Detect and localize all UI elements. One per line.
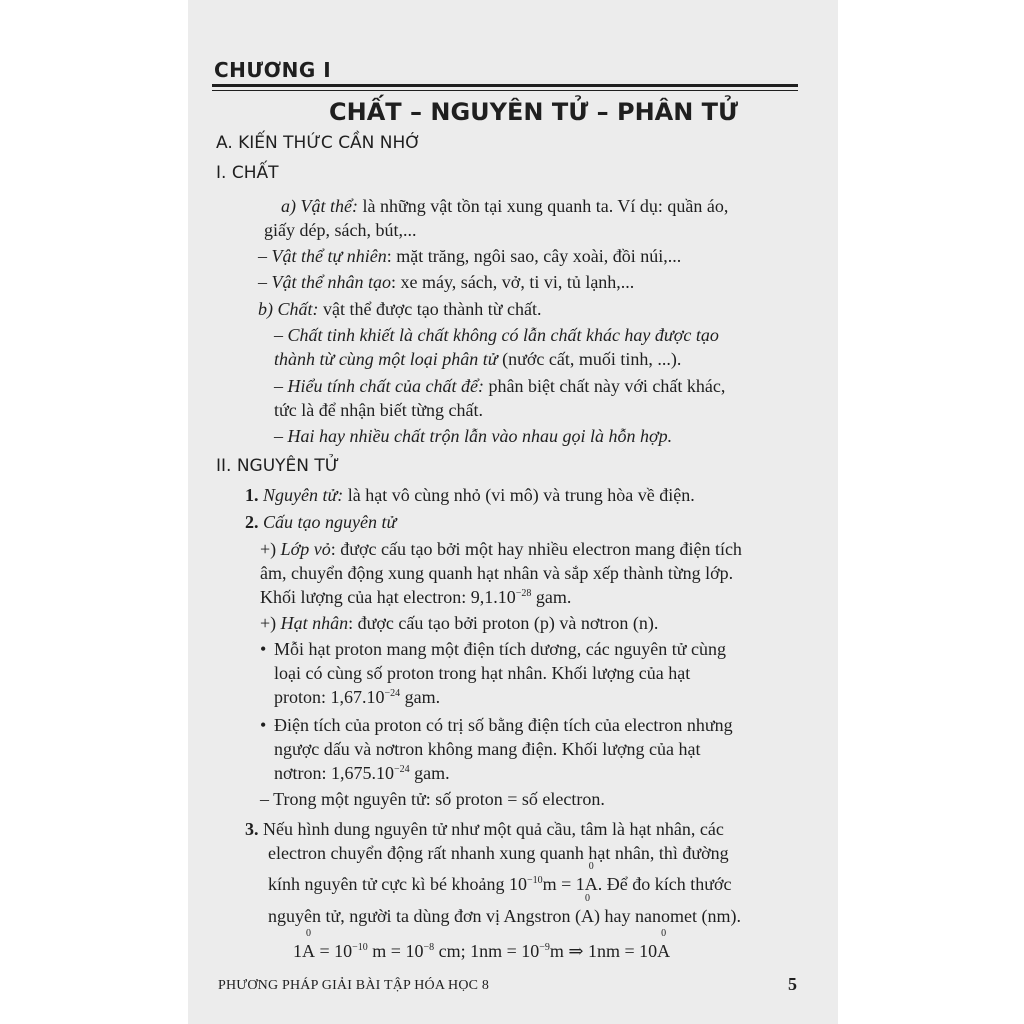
formula-part-c: m = 10 xyxy=(367,941,424,961)
artificial-objects xyxy=(258,272,634,293)
charge-line-3 xyxy=(274,763,450,784)
nucleus-label: Hạt nhân xyxy=(280,613,349,633)
formula-exponent-2: −8 xyxy=(423,942,435,953)
neutron-mass-text: nơtron: 1,675.10 xyxy=(274,763,395,783)
chat-label: b) Chất: xyxy=(258,299,319,319)
formula-part-b: = 10 xyxy=(315,941,353,961)
charge-line-2: ngược dấu và nơtron không mang điện. Khối lượng của hạt xyxy=(274,739,701,759)
formula-part-e: m ⇒ 1nm = 10 xyxy=(549,941,658,961)
proton-line-2: loại có cùng số proton trong hạt nhân. Khối lượng của hạt xyxy=(274,663,691,683)
atom-size-text-3b: m = 1 xyxy=(542,874,585,894)
structure-label: Cấu tạo nguyên tử xyxy=(263,512,397,532)
artificial-text: : xe máy, sách, vở, ti vi, tủ lạnh,... xyxy=(391,272,635,292)
shell-line-3 xyxy=(260,587,571,608)
item-2-number: 2. xyxy=(245,512,259,532)
pure-substance-example: (nước cất, muối tinh, ...). xyxy=(497,349,682,369)
vat-the-text: là những vật tồn tại xung quanh ta. Ví dụ: quần áo, xyxy=(357,196,729,216)
shell-label: Lớp vỏ xyxy=(280,539,331,559)
shell-text: : được cấu tạo bởi một hay nhiều electron mang điện tích xyxy=(330,539,742,559)
natural-objects xyxy=(258,246,681,267)
nucleus-line xyxy=(260,613,658,634)
formula-part-d: cm; 1nm = 10 xyxy=(434,941,540,961)
formula-one: 1 xyxy=(293,941,302,961)
proton-line-3 xyxy=(274,687,440,708)
proton-mass-unit: gam. xyxy=(400,687,441,707)
vat-the-line-1 xyxy=(281,196,728,217)
proton-electron-equality: – Trong một nguyên tử: số proton = số electron. xyxy=(260,789,605,809)
atom-size-line-3 xyxy=(268,861,732,895)
nucleus-prefix: +) xyxy=(260,613,281,633)
atom-label: Nguyên tử: xyxy=(263,485,344,505)
item-3-number: 3. xyxy=(245,819,259,839)
proton-line-1: Mỗi hạt proton mang một điện tích dương, các nguyên tử cùng xyxy=(274,639,726,659)
properties-label: – Hiểu tính chất của chất để: xyxy=(274,376,484,396)
angstrom-ring: 0 xyxy=(661,928,667,939)
artificial-label: – Vật thể nhân tạo xyxy=(258,272,391,292)
neutron-mass-exponent: −24 xyxy=(394,764,410,775)
natural-text: : mặt trăng, ngôi sao, cây xoài, đồi núi,... xyxy=(386,246,682,266)
atom-size-text-1: Nếu hình dung nguyên tử như một quả cầu, tâm là hạt nhân, các xyxy=(263,819,724,839)
angstrom-symbol xyxy=(302,928,315,962)
angstrom-letter: A xyxy=(581,906,595,926)
bullet-dot-1: • xyxy=(260,639,267,659)
vat-the-label: a) Vật thể: xyxy=(281,196,358,216)
formula-exponent-3: −9 xyxy=(539,942,550,953)
footer-book-title: PHƯƠNG PHÁP GIẢI BÀI TẬP HÓA HỌC 8 xyxy=(218,978,490,993)
atom-size-text-4a: nguyên tử, người ta dùng đơn vị Angstron ( xyxy=(268,906,582,926)
formula-exponent-1: −10 xyxy=(352,942,368,953)
chapter-label: CHƯƠNG I xyxy=(214,58,332,82)
atom-size-exponent: −10 xyxy=(526,875,543,886)
part1-heading: I. CHẤT xyxy=(216,163,279,183)
atom-size-text-4b: ) hay nanomet (nm). xyxy=(594,906,741,926)
angstrom-letter: A xyxy=(584,874,598,894)
mixture-word: hỗn hợp. xyxy=(608,426,673,446)
electron-mass-unit: gam. xyxy=(531,587,572,607)
item-1-number: 1. xyxy=(245,485,259,505)
pure-substance-italic: thành từ cùng một loại phân tử xyxy=(274,349,498,369)
chapter-rule-thin xyxy=(212,90,798,91)
shell-line-1 xyxy=(260,539,742,560)
section-a-heading: A. KIẾN THỨC CẦN NHỚ xyxy=(216,133,421,153)
proton-mass-exponent: −24 xyxy=(384,688,401,699)
chapter-rule-thick xyxy=(212,84,798,87)
properties-line-2: tức là để nhận biết từng chất. xyxy=(274,400,483,420)
angstrom-ring: 0 xyxy=(306,928,311,939)
page-number: 5 xyxy=(788,974,797,994)
atom-size-line-2: electron chuyển động rất nhanh xung quanh hạt nhân, thì đường xyxy=(268,843,729,863)
angstrom-ring: 0 xyxy=(588,861,594,872)
neutron-mass-unit: gam. xyxy=(409,763,450,783)
shell-line-2: âm, chuyển động xung quanh hạt nhân và sắp xếp thành từng lớp. xyxy=(260,563,734,583)
electron-mass-exponent: −28 xyxy=(515,588,532,599)
atom-definition xyxy=(245,485,695,506)
chat-text: vật thể được tạo thành từ chất. xyxy=(318,299,542,319)
atom-structure-heading xyxy=(245,512,396,533)
angstrom-letter: A xyxy=(302,941,315,961)
mixture-italic: – Hai hay nhiều chất trộn lẫn vào nhau gọi là xyxy=(274,426,609,446)
atom-size-text-3a: kính nguyên tử cực kì bé khoảng 10 xyxy=(268,874,527,894)
angstrom-letter: A xyxy=(657,941,671,961)
book-page xyxy=(188,0,838,1024)
properties-line-1 xyxy=(274,376,725,397)
bullet-dot-2: • xyxy=(260,715,267,735)
mixture-line xyxy=(274,426,672,447)
nucleus-text: : được cấu tạo bởi proton (p) và nơtron (n). xyxy=(348,613,659,633)
chat-definition xyxy=(258,299,541,320)
angstrom-symbol xyxy=(657,928,671,962)
electron-mass-text: Khối lượng của hạt electron: 9,1.10 xyxy=(260,587,516,607)
shell-prefix: +) xyxy=(260,539,281,559)
pure-substance-line-1: – Chất tinh khiết là chất không có lẫn chất khác hay được tạo xyxy=(274,325,719,345)
charge-line-1: Điện tích của proton có trị số bằng điện tích của electron nhưng xyxy=(274,715,733,735)
unit-conversion-formula xyxy=(293,928,671,962)
properties-text: phân biệt chất này với chất khác, xyxy=(483,376,726,396)
atom-size-line-4 xyxy=(268,893,741,927)
angstrom-symbol xyxy=(584,861,598,895)
angstrom-ring: 0 xyxy=(585,893,591,904)
atom-size-text-3c: . Để đo kích thước xyxy=(597,874,732,894)
vat-the-line-2: giấy dép, sách, bút,... xyxy=(264,220,417,240)
atom-size-line-1 xyxy=(245,819,724,840)
part2-heading: II. NGUYÊN TỬ xyxy=(216,456,340,476)
atom-text: là hạt vô cùng nhỏ (vi mô) và trung hòa về điện. xyxy=(343,485,695,505)
chapter-title: CHẤT – NGUYÊN TỬ – PHÂN TỬ xyxy=(329,98,739,126)
proton-mass-text: proton: 1,67.10 xyxy=(274,687,385,707)
pure-substance-line-2 xyxy=(274,349,681,370)
angstrom-symbol xyxy=(581,893,595,927)
natural-label: – Vật thể tự nhiên xyxy=(258,246,387,266)
